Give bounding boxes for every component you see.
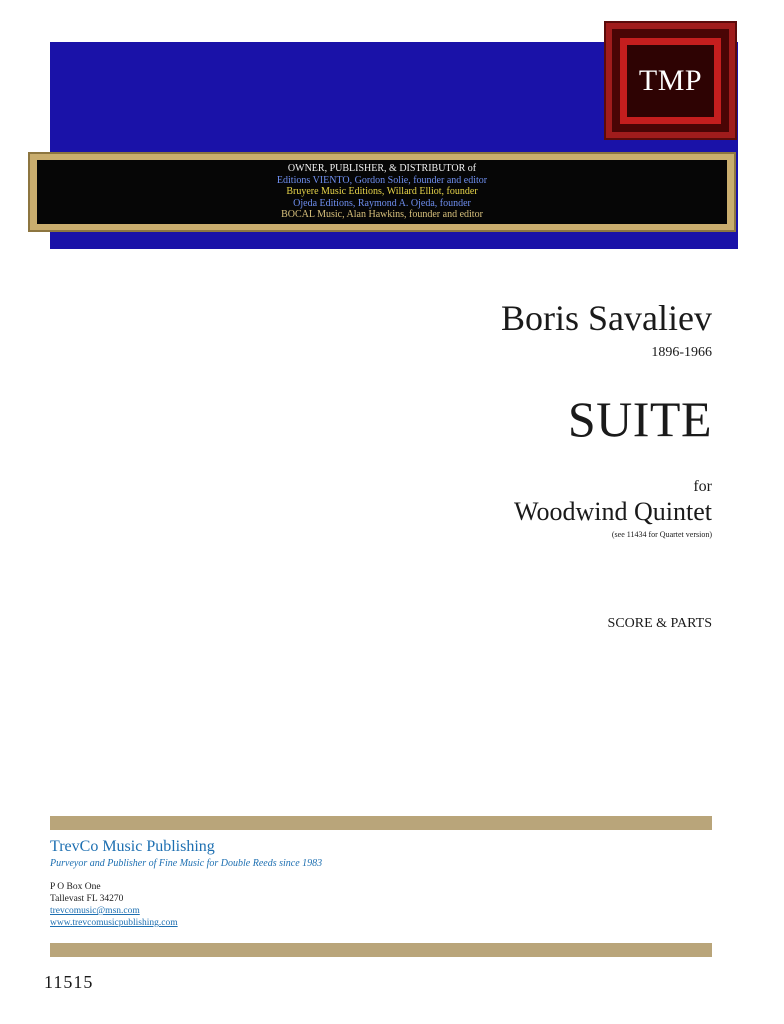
- composer-name: Boris Savaliev: [501, 298, 712, 338]
- address-city: Tallevast FL 34270: [50, 894, 124, 904]
- publisher-website-link[interactable]: www.trevcomusicpublishing.com: [50, 918, 178, 928]
- info-line-bocal: BOCAL Music, Alan Hawkins, founder and editor: [281, 209, 483, 221]
- tmp-logo-center: [627, 45, 714, 117]
- address-po-box: P O Box One: [50, 882, 101, 892]
- tmp-logo-text: TMP: [638, 64, 703, 97]
- publisher-name: TrevCo Music Publishing: [50, 838, 215, 855]
- info-line-ojeda: Ojeda Editions, Raymond A. Ojeda, founder: [293, 197, 471, 209]
- publisher-email-link[interactable]: trevcomusic@msn.com: [50, 906, 140, 916]
- composer-dates: 1896-1966: [651, 345, 712, 360]
- footer-rule-top: [50, 816, 712, 830]
- publisher-info-box: [37, 160, 727, 224]
- catalog-number: 11515: [44, 972, 94, 992]
- info-line-viento: Editions VIENTO, Gordon Solie, founder and editor: [276, 174, 488, 186]
- publisher-tagline: Purveyor and Publisher of Fine Music for Double Reeds since 1983: [50, 858, 323, 869]
- ensemble-label: Woodwind Quintet: [514, 497, 712, 526]
- info-line-owner: OWNER, PUBLISHER, & DISTRIBUTOR of: [287, 163, 477, 175]
- version-note: (see 11434 for Quartet version): [611, 530, 712, 539]
- for-label: for: [693, 478, 712, 495]
- footer-rule-bottom: [50, 943, 712, 957]
- info-line-bruyere: Bruyere Music Editions, Willard Elliot, founder: [286, 186, 478, 198]
- work-title: SUITE: [567, 391, 712, 447]
- contents-label: SCORE & PARTS: [607, 616, 712, 631]
